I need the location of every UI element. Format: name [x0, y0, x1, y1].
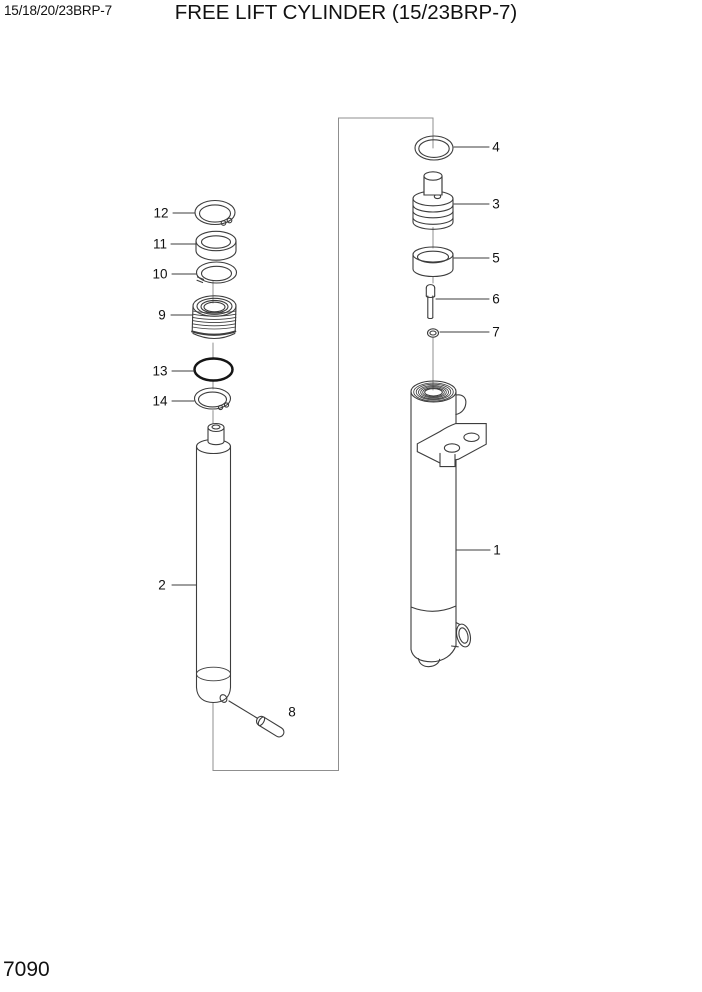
page-title: FREE LIFT CYLINDER (15/23BRP-7)	[174, 1, 518, 24]
part-1-cylinder-body	[411, 381, 486, 667]
part-11-seal-ring	[196, 231, 236, 260]
callout-14: 14	[152, 393, 168, 409]
part-10-backup-ring	[197, 262, 237, 283]
page-number: 7090	[3, 958, 50, 981]
model-code: 15/18/20/23BRP-7	[4, 3, 112, 18]
part-12-retaining-ring	[195, 201, 235, 226]
callout-3: 3	[492, 196, 500, 212]
callout-12: 12	[153, 205, 169, 221]
part-2-piston-rod	[197, 424, 231, 704]
part-6-pin	[426, 285, 434, 319]
callout-2: 2	[158, 577, 166, 593]
callout-5: 5	[492, 250, 500, 266]
callout-8: 8	[288, 704, 296, 720]
callout-10: 10	[152, 266, 168, 282]
part-5-wear-ring	[413, 247, 453, 277]
part-3-piston	[413, 172, 453, 230]
part-4-seal-ring	[415, 136, 453, 160]
callout-4: 4	[492, 139, 500, 155]
callout-1: 1	[493, 542, 501, 558]
part-9-gland	[192, 296, 236, 339]
leader-line-8	[229, 701, 257, 718]
part-8-pin	[255, 715, 286, 739]
part-13-o-ring	[195, 359, 233, 381]
callout-13: 13	[152, 363, 168, 379]
assembly-connector-lines	[213, 118, 433, 771]
callout-9: 9	[158, 307, 166, 323]
part-7-o-ring	[428, 329, 439, 337]
part-14-retaining-ring	[195, 388, 231, 410]
callout-11: 11	[152, 236, 168, 252]
callout-6: 6	[492, 291, 500, 307]
callout-7: 7	[492, 324, 500, 340]
